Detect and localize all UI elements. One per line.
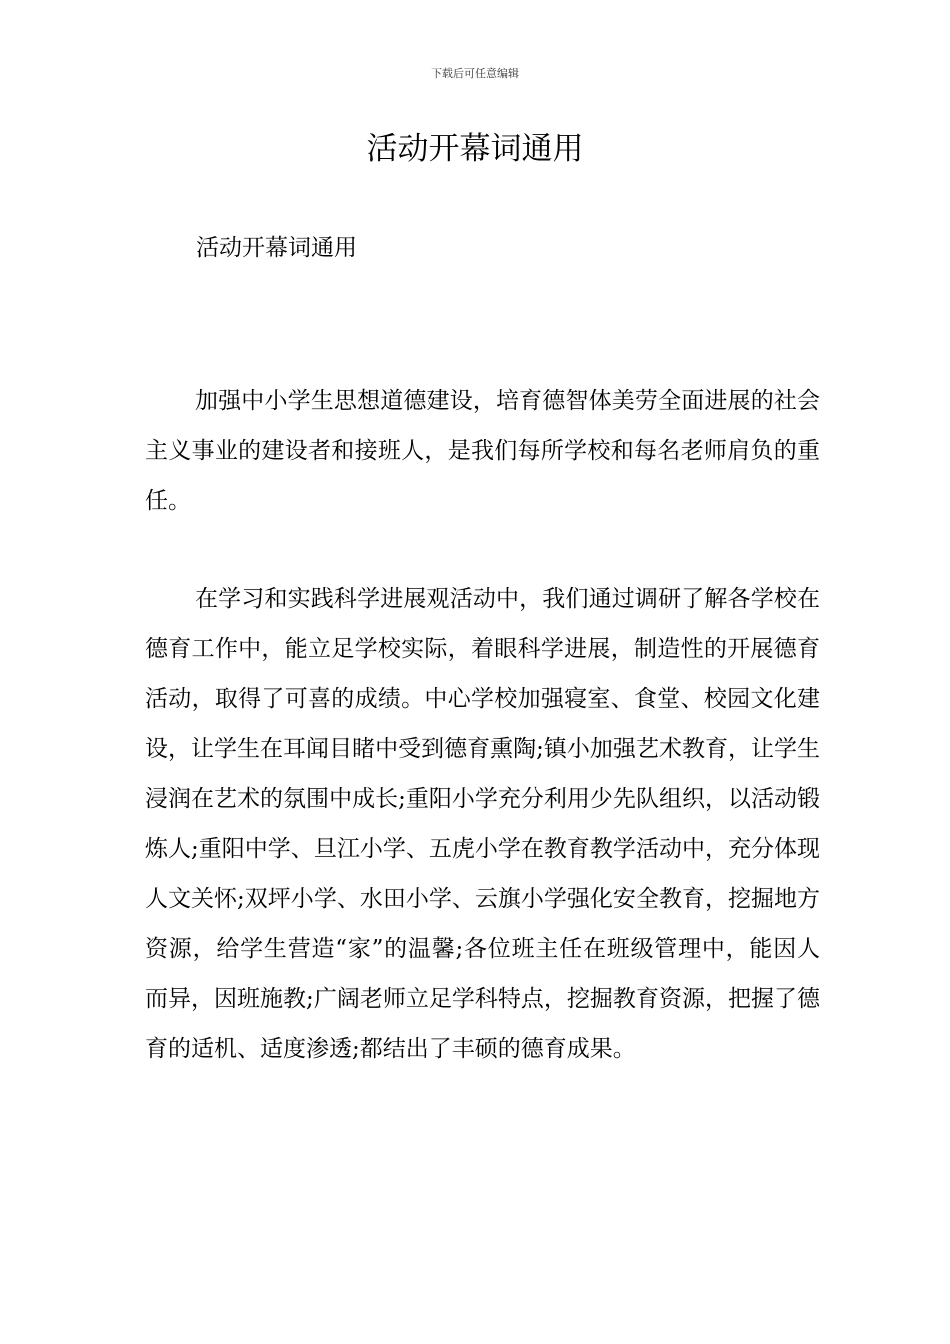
- paragraph-1: 加强中小学生思想道德建设，培育德智体美劳全面进展的社会主义事业的建设者和接班人，是我们每所学校和每名老师肩负的重任。: [145, 388, 820, 514]
- document-subtitle: 活动开幕词通用: [196, 235, 357, 261]
- document-title: 活动开幕词通用: [366, 131, 584, 167]
- header-note: 下载后可任意编辑: [431, 67, 519, 80]
- paragraph-2: 在学习和实践科学进展观活动中，我们通过调研了解各学校在德育工作中，能立足学校实际，着眼科学进展，制造性的开展德育活动，取得了可喜的成绩。中心学校加强寝室、食堂、校园文化建设，让学生在耳闻目睹中受到德育熏陶;镇小加强艺术教育，让学生浸润在艺术的氛围中成长;重阳小学充分利用少先队组织，以活动锻炼人;重阳中学、旦江小学、五虎小学在教育教学活动中，充分体现人文关怀;双坪小学、水田小学、云旗小学强化安全教育，挖掘地方资源，给学生营造“家”的温馨;各位班主任在班级管理中，能因人而异，因班施教;广阔老师立足学科特点，挖掘教育资源，把握了德育的适机、适度渗透;都结出了丰硕的德育成果。: [145, 586, 820, 1062]
